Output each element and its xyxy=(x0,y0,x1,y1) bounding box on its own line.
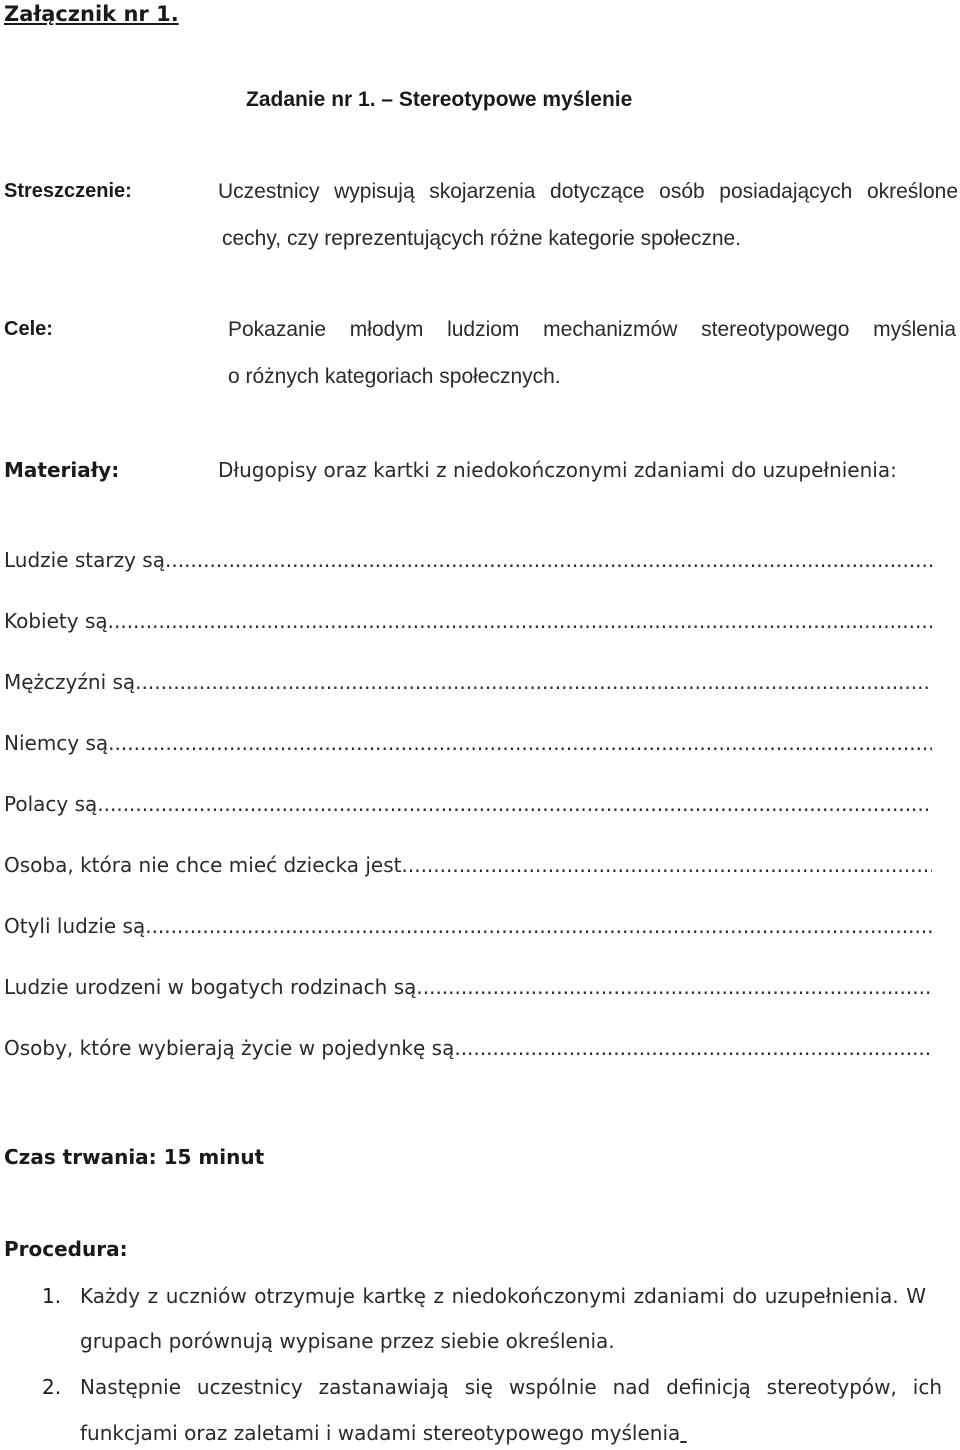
goals-line-1 xyxy=(228,318,956,342)
procedure-step-line-2: grupach porównują wypisane przez siebie określenia. xyxy=(80,1329,615,1353)
summary-text-1: Uczestnicy wypisują skojarzenia dotyczące osób posiadających określone xyxy=(218,180,958,203)
sentence-line xyxy=(4,1036,932,1060)
sentence-blank xyxy=(108,609,932,633)
goals-text-1: Pokazanie młodym ludziom mechanizmów stereotypowego myślenia xyxy=(228,318,956,341)
procedure-step-line-1 xyxy=(80,1284,926,1308)
materials-text: Długopisy oraz kartki z niedokończonymi zdaniami do uzupełnienia: xyxy=(218,458,897,482)
materials-label: Materiały: xyxy=(4,458,120,482)
sentence-line xyxy=(4,548,932,572)
sentence-blank xyxy=(145,914,932,938)
procedure-label: Procedura: xyxy=(4,1237,128,1261)
summary-line-2: cechy, czy reprezentujących różne kategorie społeczne. xyxy=(222,227,742,250)
sentence-line xyxy=(4,670,932,694)
sentence-stem: Osoba, która nie chce mieć dziecka jest xyxy=(4,853,402,877)
trailing-underline xyxy=(680,1421,686,1445)
procedure-step-text: funkcjami oraz zaletami i wadami stereotypowego myślenia xyxy=(80,1421,681,1445)
sentence-line xyxy=(4,975,932,999)
procedure-step-number: 1. xyxy=(42,1284,62,1308)
sentence-blank xyxy=(454,1036,932,1060)
task-title: Zadanie nr 1. – Stereotypowe myślenie xyxy=(246,88,633,111)
sentence-line xyxy=(4,792,932,816)
procedure-step-number: 2. xyxy=(42,1375,62,1399)
sentence-blank xyxy=(135,670,932,694)
sentence-stem: Ludzie starzy są xyxy=(4,548,165,572)
sentence-blank xyxy=(416,975,932,999)
sentence-stem: Ludzie urodzeni w bogatych rodzinach są xyxy=(4,975,417,999)
sentence-stem: Niemcy są xyxy=(4,731,109,755)
sentence-stem: Polacy są xyxy=(4,792,98,816)
procedure-step-text: Następnie uczestnicy zastanawiają się wspólnie nad definicją stereotypów, ich xyxy=(80,1375,942,1399)
annex-title: Załącznik nr 1. xyxy=(4,2,179,26)
sentence-line xyxy=(4,731,932,755)
procedure-step-line-2 xyxy=(80,1421,687,1445)
sentence-blank xyxy=(402,853,933,877)
sentence-stem: Mężczyźni są xyxy=(4,670,136,694)
summary-line-1 xyxy=(218,180,958,204)
goals-line-2: o różnych kategoriach społecznych. xyxy=(228,365,561,388)
sentence-stem: Otyli ludzie są xyxy=(4,914,146,938)
sentence-stem: Osoby, które wybierają życie w pojedynkę są xyxy=(4,1036,455,1060)
sentence-stem: Kobiety są xyxy=(4,609,108,633)
procedure-step-text: Każdy z uczniów otrzymuje kartkę z niedokończonymi zdaniami do uzupełnienia. W xyxy=(80,1284,926,1308)
sentence-blank xyxy=(108,731,932,755)
sentence-line xyxy=(4,609,932,633)
duration-heading: Czas trwania: 15 minut xyxy=(4,1145,265,1169)
summary-label: Streszczenie: xyxy=(4,180,132,202)
sentence-line xyxy=(4,914,932,938)
goals-label: Cele: xyxy=(4,318,53,340)
sentence-blank xyxy=(97,792,932,816)
sentence-line xyxy=(4,853,932,877)
sentence-blank xyxy=(165,548,932,572)
procedure-step-line-1 xyxy=(80,1375,942,1399)
